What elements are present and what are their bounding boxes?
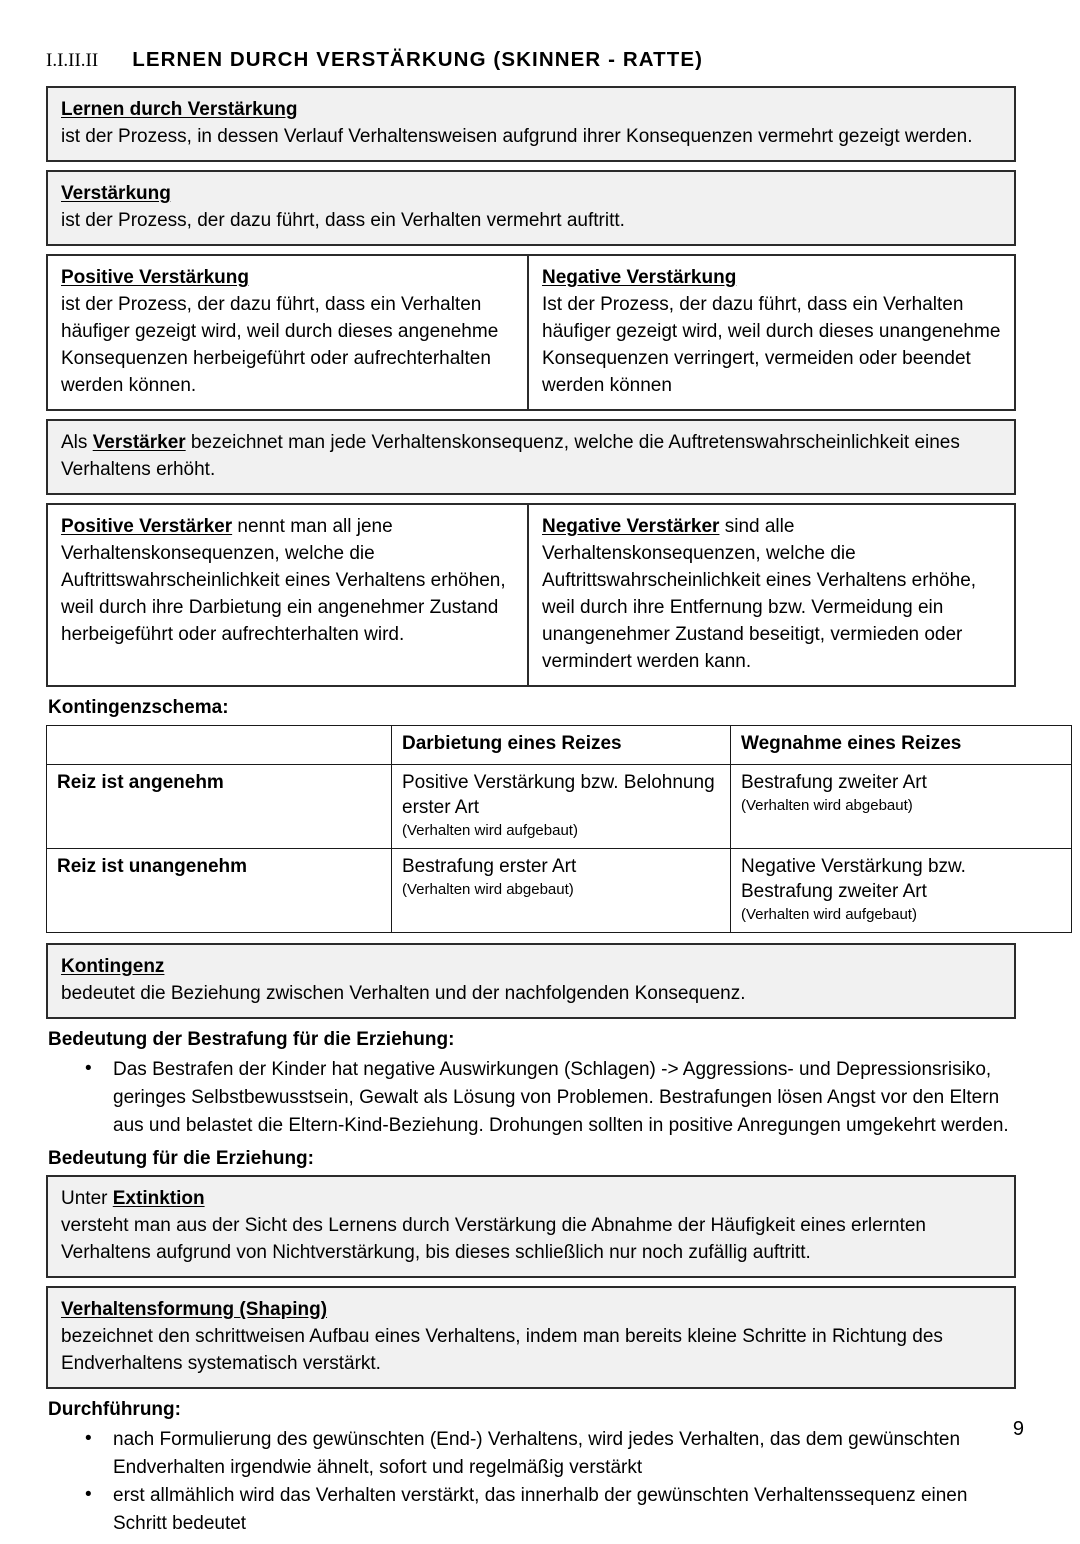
column-negative-verstaerkung — [529, 256, 1014, 409]
table-cell-main: Positive Verstärkung bzw. Belohnung erster Art — [402, 772, 715, 818]
table-cell-darbietung — [392, 765, 731, 849]
definition-term-text: Verstärkung — [61, 183, 171, 204]
column-positive-verstaerkung — [48, 256, 529, 409]
section-label-bedeutung-bestrafung: Bedeutung der Bestrafung für die Erziehung: — [48, 1029, 455, 1050]
page-number: 9 — [1012, 1418, 1024, 1440]
definition-term — [61, 180, 1002, 207]
definition-body-text: nennt man all jene Verhaltenskonsequenzen, welche die Auftrittswahrscheinlichkeit eines Verhaltens erhöhen, weil durch ihre Darbietung ein angenehmer Zustand herbeigeführt oder aufrechterhalten wird. — [61, 516, 506, 645]
definition-term-text: Verhaltensformung (Shaping) — [61, 1299, 328, 1320]
document-content — [46, 86, 1016, 1544]
table-cell-wegnahme — [731, 849, 1072, 933]
list-item: • nach Formulierung des gewünschten (End-) Verhaltens, wird jedes Verhalten, das dem gewünschten Endverhalten irgendwie ähnelt, sofort und regelmäßig verstärkt — [46, 1426, 1016, 1482]
page-title: LERNEN DURCH VERSTÄRKUNG (SKINNER - RATTE) — [132, 48, 704, 71]
definition-term — [61, 264, 515, 291]
definition-term-text: Positive Verstärker — [61, 516, 233, 537]
table-cell-main: Negative Verstärkung bzw. Bestrafung zweiter Art — [741, 856, 966, 902]
bullet-list-durchfuehrung — [46, 1426, 1016, 1538]
definition-term-text: Kontingenz — [61, 956, 165, 977]
definition-term — [61, 1296, 1002, 1323]
definition-term — [61, 953, 1002, 980]
definition-term-text: Negative Verstärker — [542, 516, 720, 537]
section-label-bedeutung-erziehung: Bedeutung für die Erziehung: — [48, 1148, 314, 1169]
table-row — [47, 765, 1072, 849]
definition-term — [61, 1185, 1002, 1212]
table-cell-darbietung — [392, 849, 731, 933]
table-cell-wegnahme — [731, 765, 1072, 849]
definition-term — [542, 264, 1002, 291]
definition-term-text: Negative Verstärkung — [542, 267, 737, 288]
table-row — [47, 849, 1072, 933]
definition-body: bezeichnet den schrittweisen Aufbau eines Verhaltens, indem man bereits kleine Schritte in Richtung des Endverhaltens systematisch verstärkt. — [61, 1326, 943, 1374]
definition-box-kontingenz — [46, 943, 1016, 1019]
definition-term-text: Lernen durch Verstärkung — [61, 99, 298, 120]
definition-prefix: Unter — [61, 1188, 113, 1209]
definition-term — [61, 96, 1002, 123]
definition-prefix: Als — [61, 432, 93, 453]
list-item: • erst allmählich wird das Verhalten verstärkt, das innerhalb der gewünschten Verhaltenssequenz einen Schritt bedeutet — [46, 1482, 1016, 1538]
definition-body — [61, 513, 515, 648]
definition-body — [542, 513, 1002, 675]
definition-body: Ist der Prozess, der dazu führt, dass ein Verhalten häufiger gezeigt wird, weil durch dieses unangenehme Konsequenzen verringert, vermeiden oder beendet werden können — [542, 294, 1001, 396]
definition-box-verstaerker — [46, 419, 1016, 495]
definition-body: bedeutet die Beziehung zwischen Verhalten und der nachfolgenden Konsequenz. — [61, 983, 746, 1004]
definition-body-text: sind alle Verhaltenskonsequenzen, welche die Auftrittswahrscheinlichkeit eines Verhaltens erhöhe, weil durch ihre Entfernung bzw. Vermeidung ein unangenehmer Zustand beseitigt, vermieden oder vermindert werden kann. — [542, 516, 977, 672]
definition-box-extinktion — [46, 1175, 1016, 1278]
table-cell-note: (Verhalten wird aufgebaut) — [402, 822, 578, 839]
definition-term-text: Verstärker — [92, 432, 186, 453]
section-label-kontingenzschema: Kontingenzschema: — [48, 697, 229, 718]
bullet-list-bestrafung — [46, 1056, 1016, 1140]
table-cell-note: (Verhalten wird aufgebaut) — [741, 906, 917, 923]
table-row-label: Reiz ist angenehm — [47, 765, 392, 849]
page-heading — [46, 48, 703, 72]
table-header-wegnahme: Wegnahme eines Reizes — [731, 726, 1072, 765]
table-cell-main: Bestrafung zweiter Art — [741, 772, 927, 793]
definition-box-verstaerkung — [46, 170, 1016, 246]
table-header-empty — [47, 726, 392, 765]
definition-term-text: Extinktion — [112, 1188, 205, 1209]
table-header-row — [47, 726, 1072, 765]
heading-number: I.I.II.II — [46, 50, 99, 71]
definition-box-lernen-durch-verstaerkung — [46, 86, 1016, 162]
table-cell-main: Bestrafung erster Art — [402, 856, 577, 877]
definition-term-text: Positive Verstärkung — [61, 267, 249, 288]
column-negative-verstaerker — [529, 505, 1014, 685]
list-item: • Das Bestrafen der Kinder hat negative Auswirkungen (Schlagen) -> Aggressions- und Depressionsrisiko, geringes Selbstbewusstsein, Gewalt als Lösung von Problemen. Bestrafungen lösen Angst vor den Eltern aus und belastet die Eltern-Kind-Beziehung. Drohungen sollten in positive Anregungen umgekehrt werden. — [46, 1056, 1016, 1140]
column-positive-verstaerker — [48, 505, 529, 685]
definition-body: ist der Prozess, der dazu führt, dass ein Verhalten häufiger gezeigt wird, weil durch dieses angenehme Konsequenzen herbeigeführt oder aufrechterhalten werden können. — [61, 294, 499, 396]
definition-body: ist der Prozess, der dazu führt, dass ein Verhalten vermehrt auftritt. — [61, 210, 625, 231]
definition-body: ist der Prozess, in dessen Verlauf Verhaltensweisen aufgrund ihrer Konsequenzen vermehrt gezeigt werden. — [61, 126, 973, 147]
table-cell-note: (Verhalten wird abgebaut) — [741, 797, 913, 814]
split-box-verstaerkung-typen — [46, 254, 1016, 411]
kontingenzschema-table — [46, 725, 1072, 933]
definition-body — [61, 429, 1002, 483]
split-box-verstaerker-typen — [46, 503, 1016, 687]
table-row-label: Reiz ist unangenehm — [47, 849, 392, 933]
section-label-durchfuehrung: Durchführung: — [48, 1399, 181, 1420]
definition-body-text: bezeichnet man jede Verhaltenskonsequenz, welche die Auftretenswahrscheinlichkeit eines Verhaltens erhöht. — [61, 432, 960, 480]
definition-box-shaping — [46, 1286, 1016, 1389]
definition-body: versteht man aus der Sicht des Lernens durch Verstärkung die Abnahme der Häufigkeit eines erlernten Verhaltens aufgrund von Nichtverstärkung, bis dieses schließlich nur noch zufällig auftritt. — [61, 1215, 927, 1263]
table-header-darbietung: Darbietung eines Reizes — [392, 726, 731, 765]
table-cell-note: (Verhalten wird abgebaut) — [402, 881, 574, 898]
